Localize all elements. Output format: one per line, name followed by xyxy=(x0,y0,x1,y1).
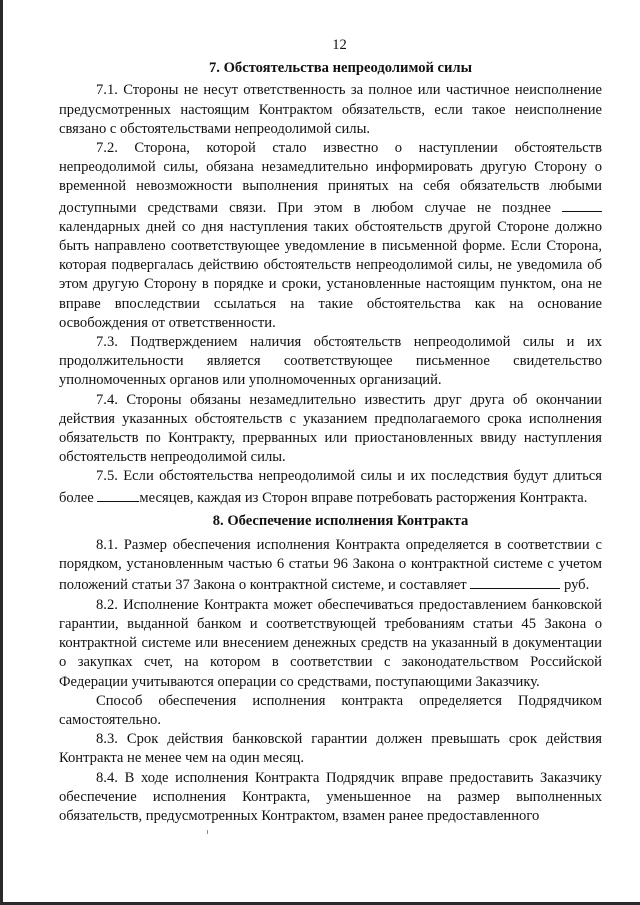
paragraph-7-5-part-b: месяцев, каждая из Сторон вправе потребовать расторжения Контракта. xyxy=(139,489,588,506)
section-8-title: 8. Обеспечение исполнения Контракта xyxy=(212,512,469,529)
paragraph-7-4: 7.4. Стороны обязаны незамедлительно известить друг друга об окончании действия указанных обстоятельств с указанием предполагаемого срока исполнения обязательств по Контракту, прерванных или приостановленных ввиду наступления обстоятельств непреодолимой силы. xyxy=(59,391,602,466)
paragraph-8-2-method: Способ обеспечения исполнения контракта определяется Подрядчиком самостоятельно. xyxy=(59,692,602,728)
blank-amount-field xyxy=(470,574,560,589)
paragraph-7-1: 7.1. Стороны не несут ответственность за полное или частичное неисполнение предусмотренных настоящим Контрактом обязательств, если такое неисполнение связано с обстоятельствами непреодолимой силы. xyxy=(59,82,602,137)
section-7-title: 7. Обстоятельства непреодолимой силы xyxy=(208,60,473,77)
scan-edge-left xyxy=(0,0,3,905)
paragraph-8-4: 8.4. В ходе исполнения Контракта Подрядчик вправе предоставить Заказчику обеспечение исполнения Контракта, уменьшенное на размер выполненных обязательств, предусмотренных Контрактом, взамен ранее предоставленного xyxy=(59,769,602,824)
scan-speck xyxy=(207,830,208,834)
blank-months-field xyxy=(97,487,139,502)
paragraph-8-2: 8.2. Исполнение Контракта может обеспечиваться предоставлением банковской гарантии, выданной банком и соответствующей требованиям статьи 45 Закона о контрактной системе или внесением денежных средств на указанный в документации о закупках счет, на котором в соответствии с законодательством Российской Федерации учитываются операции со средствами, поступающими Заказчику. xyxy=(59,596,602,690)
paragraph-7-3: 7.3. Подтверждением наличия обстоятельств непреодолимой силы и их продолжительности является соответствующее письменное свидетельство уполномоченных органов или уполномоченных организаций. xyxy=(59,334,602,389)
paragraph-7-2-part-a: 7.2. Сторона, которой стало известно о наступлении обстоятельств непреодолимой силы, обязана незамедлительно информировать другую Сторону о временной невозможности выполнения принятых на себя обязательств любыми доступными средствами связи. При этом в любом случае не позднее xyxy=(59,140,602,216)
page-number: 12 xyxy=(332,37,347,53)
paragraph-8-1 xyxy=(59,536,602,596)
paragraph-8-1-part-a: 8.1. Размер обеспечения исполнения Контракта определяется в соответствии с порядком, установленным частью 6 статьи 96 Закона о контрактной системе с учетом положений статьи 37 Закона о контрактной системе, и составляет xyxy=(59,537,602,594)
blank-days-field xyxy=(562,197,602,212)
paragraph-7-5 xyxy=(59,467,602,507)
paragraph-7-2-part-b: календарных дней со дня наступления таких обстоятельств другой Стороне должно быть направлено соответствующее уведомление в письменной форме. Если Сторона, которая подвергалась действию обстоятельств непреодолимой силы, не уведомила об этом другую Сторону в порядке и сроки, установленные настоящим пунктом, она не вправе впоследствии ссылаться на такие обстоятельства как на основание освобождения от ответственности. xyxy=(59,218,602,331)
paragraph-7-2 xyxy=(59,139,602,333)
paragraph-8-3: 8.3. Срок действия банковской гарантии должен превышать срок действия Контракта не менее чем на один месяц. xyxy=(59,731,602,767)
paragraph-8-1-part-b: руб. xyxy=(560,577,590,594)
paragraph-7-5-part-a: 7.5. Если обстоятельства непреодолимой силы и их последствия будут длиться более xyxy=(59,468,602,506)
